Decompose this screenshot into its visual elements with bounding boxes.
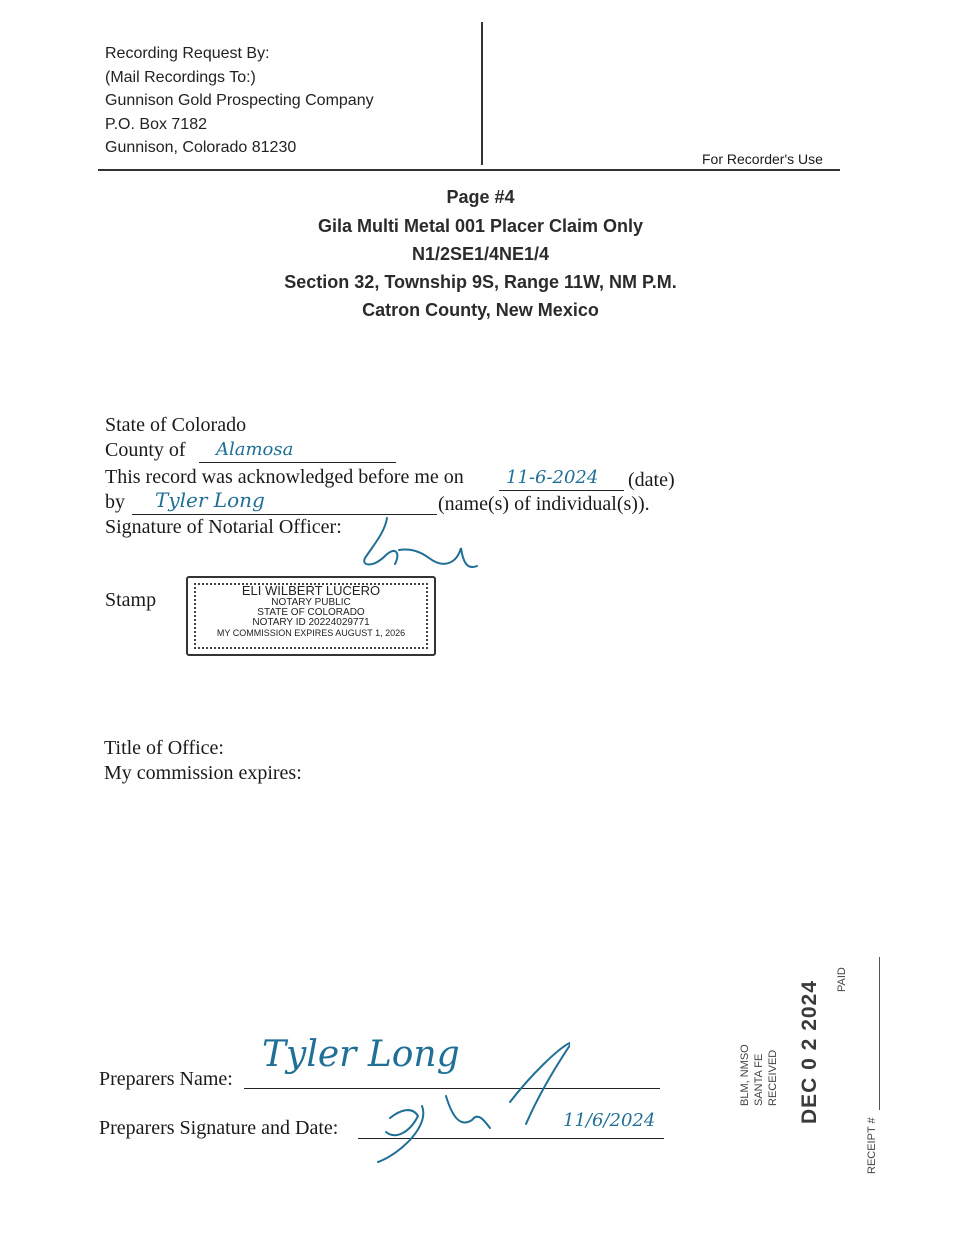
stamp-notary-name: ELI WILBERT LUCERO xyxy=(241,583,381,598)
stamp-notary-id: NOTARY ID 20224029771 xyxy=(252,617,370,628)
recording-request-line: Recording Request By: xyxy=(105,45,270,62)
paid-label: PAID xyxy=(836,967,848,992)
po-box-line: P.O. Box 7182 xyxy=(105,115,207,133)
notarial-signature-label: Signature of Notarial Officer: xyxy=(105,516,342,538)
received-date-stamp: DEC 0 2 2024 xyxy=(798,980,821,1124)
page-number-title: Page #4 xyxy=(446,187,515,207)
received-line: RECEIVED xyxy=(767,1049,779,1106)
preparers-signature-date: 11/6/2024 xyxy=(563,1110,656,1131)
ack-date-handwritten: 11-6-2024 xyxy=(506,467,599,488)
preparers-signature-label: Preparers Signature and Date: xyxy=(99,1117,339,1139)
commission-expires-label: My commission expires: xyxy=(104,762,302,784)
by-label: by xyxy=(105,491,125,513)
stamp-commission-expiry: MY COMMISSION EXPIRES AUGUST 1, 2026 xyxy=(216,628,406,638)
notary-signature-scribble xyxy=(355,512,485,574)
acknowledged-label: This record was acknowledged before me on xyxy=(105,466,464,488)
date-suffix: (date) xyxy=(628,469,675,491)
county-title: Catron County, New Mexico xyxy=(362,300,599,320)
county-handwritten-value: Alamosa xyxy=(216,439,294,460)
section-township-range-title: Section 32, Township 9S, Range 11W, NM P.M. xyxy=(284,272,677,292)
city-state-line: Gunnison, Colorado 81230 xyxy=(105,139,297,156)
header-horizontal-divider xyxy=(98,169,840,171)
county-underline xyxy=(199,462,396,463)
stamp-state: STATE OF COLORADO xyxy=(257,607,365,618)
company-name-line: Gunnison Gold Prospecting Company xyxy=(105,92,374,109)
receipt-vertical-line xyxy=(879,957,880,1110)
header-vertical-divider xyxy=(481,22,483,165)
state-line: State of Colorado xyxy=(105,414,247,436)
stamp-notary-public: NOTARY PUBLIC xyxy=(271,597,351,608)
mail-recordings-line: (Mail Recordings To:) xyxy=(105,68,256,86)
header-address-block xyxy=(105,42,374,160)
recorders-use-label: For Recorder's Use xyxy=(702,151,823,167)
blm-office-line: BLM, NMSO xyxy=(739,1044,751,1106)
santa-fe-line: SANTA FE xyxy=(753,1053,765,1106)
stamp-label: Stamp xyxy=(105,589,157,611)
claim-name-title: Gila Multi Metal 001 Placer Claim Only xyxy=(317,216,644,236)
notary-seal-stamp xyxy=(186,576,436,656)
receipt-label: RECEIPT # xyxy=(866,1117,878,1174)
title-of-office-label: Title of Office: xyxy=(104,737,224,759)
aliquot-title: N1/2SE1/4NE1/4 xyxy=(411,244,550,264)
county-label: County of xyxy=(105,439,186,461)
preparers-name-label: Preparers Name: xyxy=(99,1068,233,1090)
preparers-signature-scribble xyxy=(360,1036,570,1168)
ack-date-underline xyxy=(499,490,624,491)
blm-office-stamp xyxy=(738,1044,780,1106)
preparers-handwritten-name: Tyler Long xyxy=(262,1034,460,1075)
names-suffix: (name(s) of individual(s)). xyxy=(438,493,650,515)
by-handwritten-name: Tyler Long xyxy=(155,488,265,512)
